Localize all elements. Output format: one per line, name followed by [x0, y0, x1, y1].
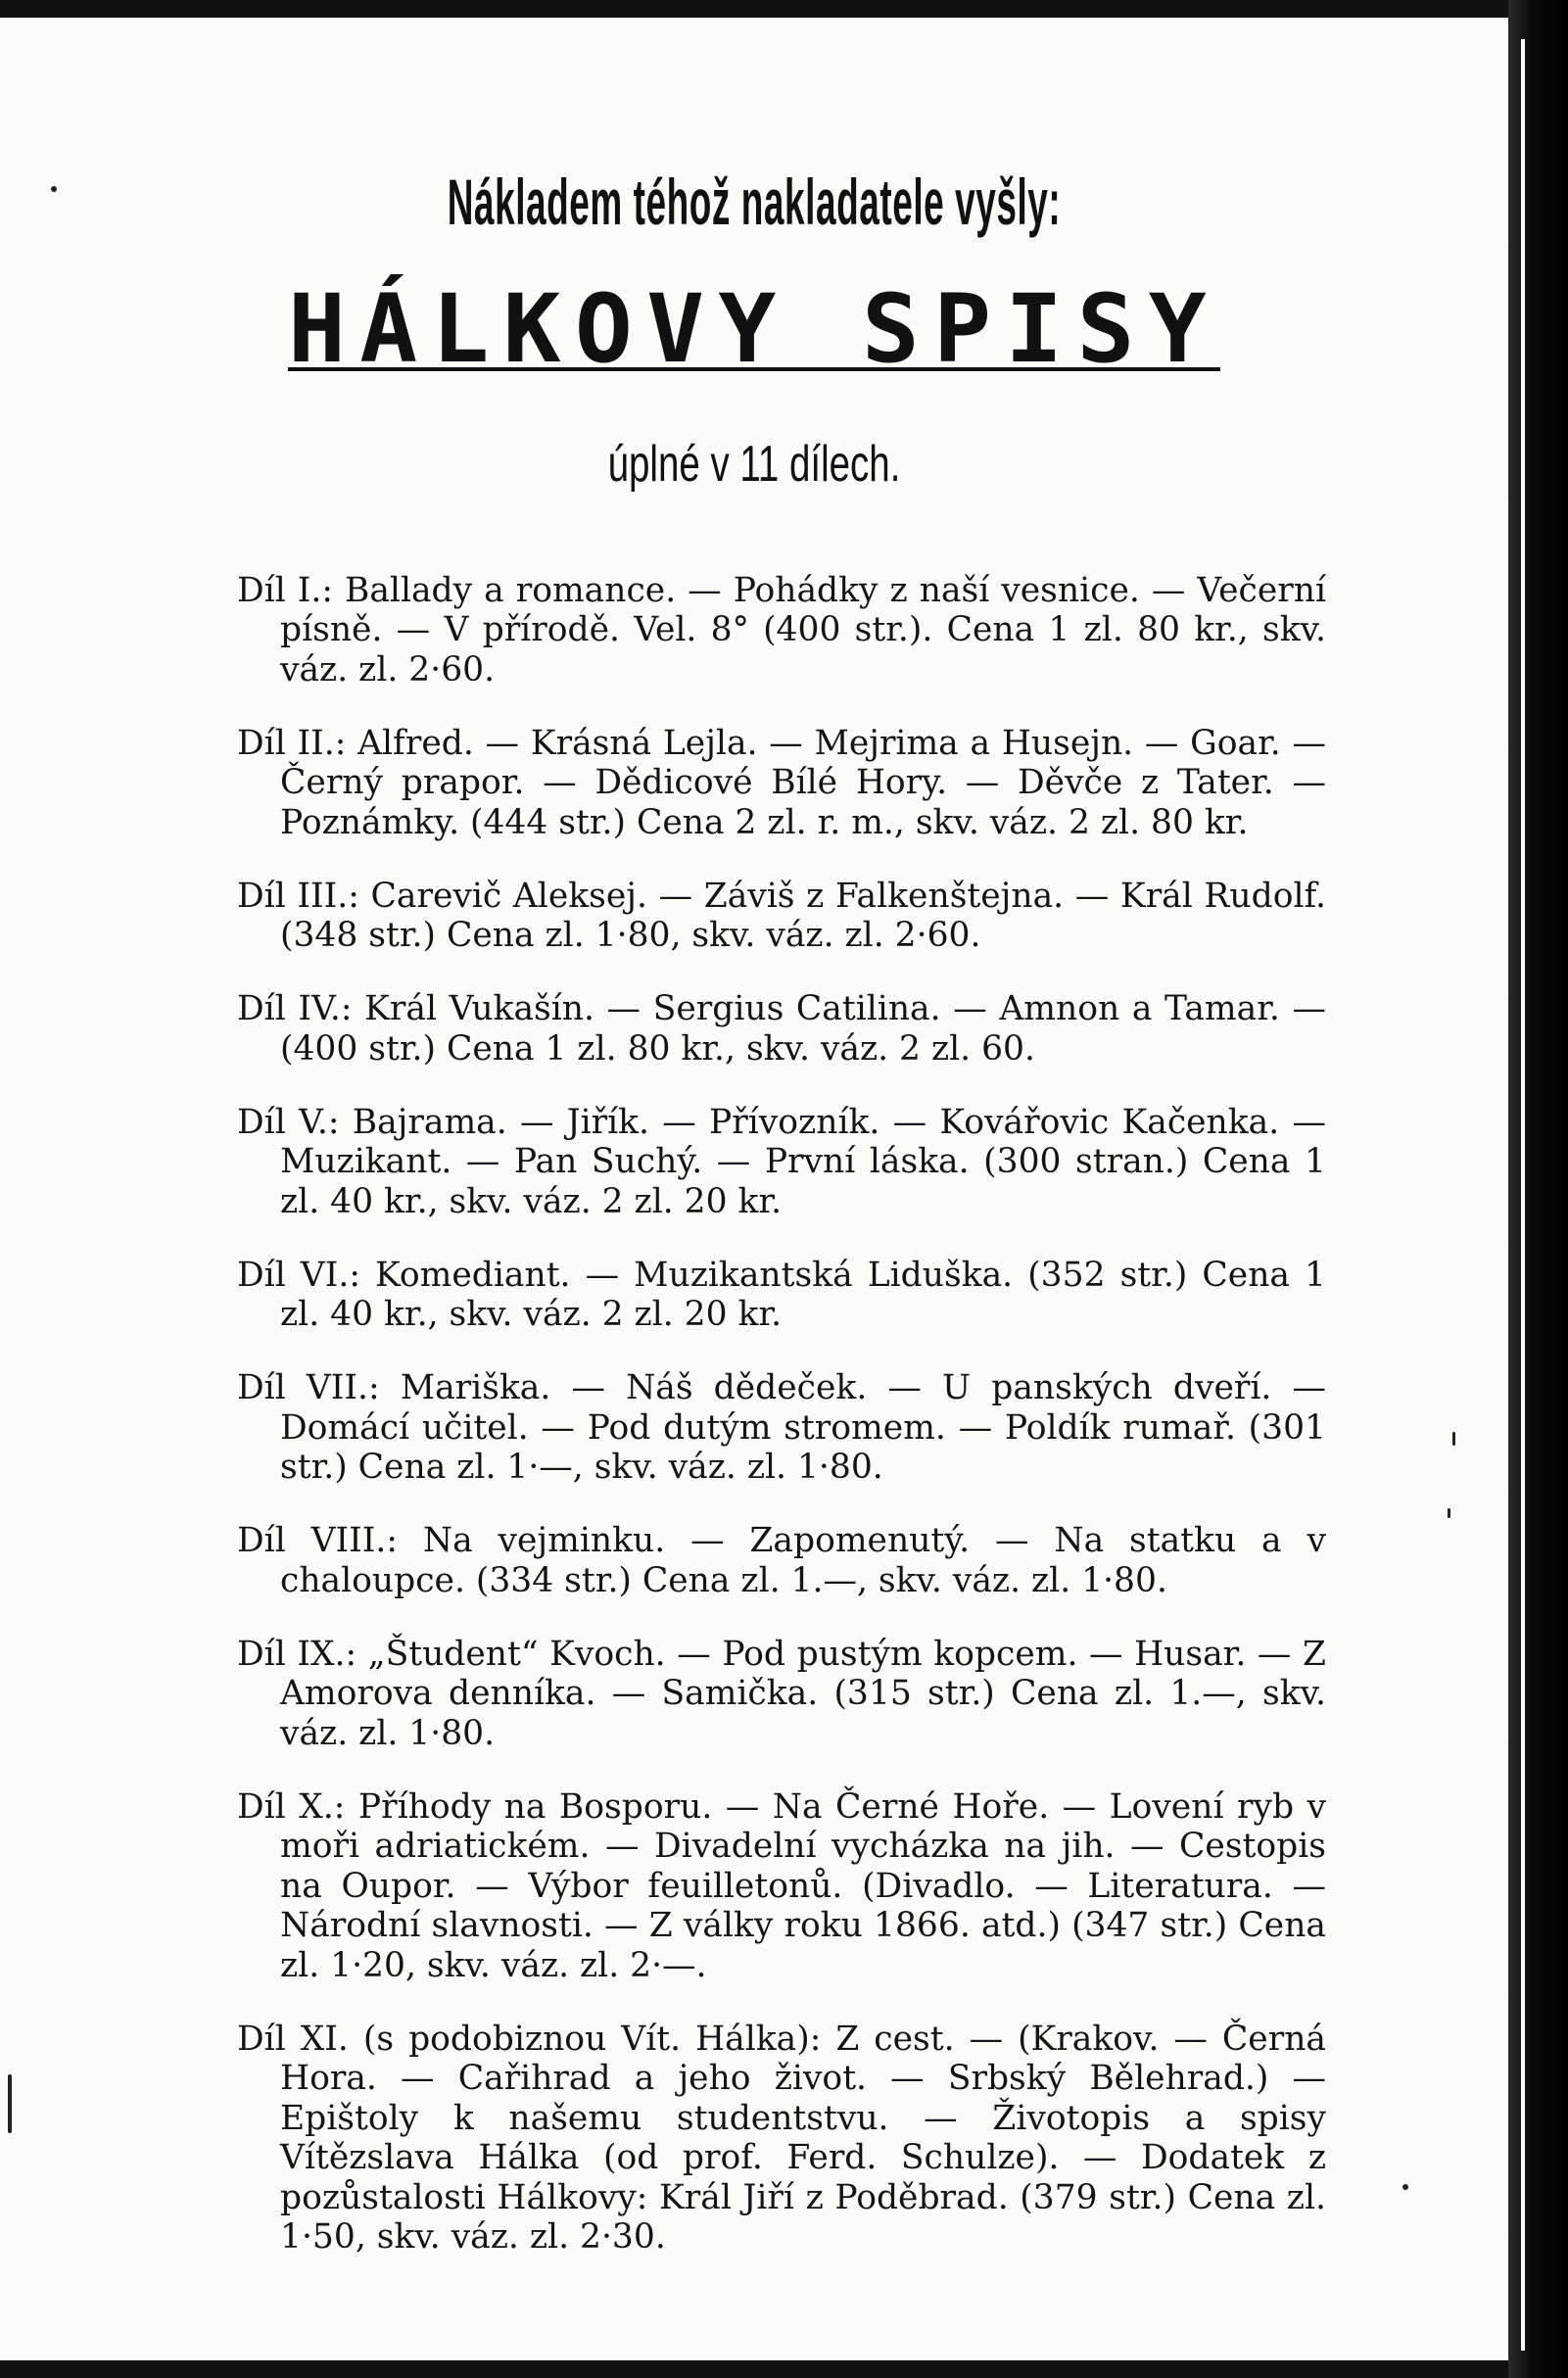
volume-text: Příhody na Bosporu. — Na Černé Hoře. — Lovení ryb v moři adriatickém. — Divadelní vycházka na jih. — Cestopis na Oupor. — Výbor feuilletonů. (Divadlo. — Literatura. — Národní slavnosti. — Z války roku 1866. atd.) (347 str.) Cena zl. 1·20, skv. váz. zl. 2·—.: [280, 1786, 1327, 1985]
publisher-line: Nákladem téhož nakladatele vyšly:: [447, 166, 1062, 238]
volume-label: Díl IX.:: [237, 1634, 357, 1674]
volume-label: Díl IV.:: [237, 989, 353, 1028]
volume-label: Díl X.:: [237, 1786, 346, 1827]
volume-text: Král Vukašín. — Sergius Catilina. — Amnon a Tamar. — (400 str.) Cena 1 zl. 80 kr., skv. váz. 2 zl. 60.: [280, 989, 1326, 1069]
subtitle: úplné v 11 dílech.: [607, 436, 901, 493]
volume-text: Bajrama. — Jiřík. — Přívozník. — Kovářovic Kačenka. — Muzikant. — Pan Suchý. — První láska. (300 stran.) Cena 1 zl. 40 kr., skv. váz. 2 zl. 20 kr.: [280, 1102, 1326, 1221]
volume-list: [237, 537, 1326, 2268]
volume-label: Díl VII.:: [237, 1368, 380, 1407]
print-speck: [1452, 1432, 1455, 1446]
print-speck: [51, 186, 57, 192]
volume-label: Díl VI.:: [237, 1255, 360, 1295]
print-speck: [1448, 1508, 1450, 1518]
volume-label: Díl III.:: [237, 876, 359, 916]
volume-entry: [237, 1635, 1326, 1754]
volume-label: Díl XI.: [237, 2019, 349, 2059]
volume-text: Alfred. — Krásná Lejla. — Mejrima a Husejn. — Goar. — Černý prapor. — Dědicové Bílé Hory. — Děvče z Tater. — Poznámky. (444 str.) Cena 2 zl. r. m., skv. váz. 2 zl. 80 kr.: [280, 723, 1326, 842]
volume-text: Na vejminku. — Zapomenutý. — Na statku a v chaloupce. (334 str.) Cena zl. 1.—, skv. váz. zl. 1·80.: [280, 1521, 1326, 1600]
page-edge: [1508, 0, 1568, 2378]
volume-entry: [237, 1368, 1326, 1488]
volume-entry: [237, 1787, 1326, 1986]
volume-text: „Študent“ Kvoch. — Pod pustým kopcem. — Husar. — Z Amorova denníka. — Samička. (315 str.) Cena zl. 1.—, skv. váz. zl. 1·80.: [280, 1634, 1326, 1753]
volume-label: Díl V.:: [237, 1102, 340, 1142]
volume-entry: [237, 2020, 1326, 2258]
volume-entry: [237, 989, 1326, 1069]
volume-label: Díl VIII.:: [237, 1521, 398, 1560]
volume-label: Díl II.:: [237, 723, 347, 763]
volume-entry: [237, 724, 1326, 843]
volume-text: Komediant. — Muzikantská Liduška. (352 str.) Cena 1 zl. 40 kr., skv. váz. 2 zl. 20 kr.: [280, 1255, 1327, 1334]
volume-text: (s podobiznou Vít. Hálka): Z cest. — (Krakov. — Černá Hora. — Cařihrad a jeho život. — Srbský Bělehrad.) — Epištoly k našemu studentstvu. — Životopis a spisy Vítězslava Hálka (od prof. Ferd. Schulze). — Dodatek z pozůstalosti Hálkovy: Král Jiří z Poděbrad. (379 str.) Cena zl. 1·50, skv. váz. zl. 2·30.: [280, 2019, 1327, 2257]
print-speck: [1402, 2184, 1408, 2190]
volume-entry: [237, 1521, 1326, 1600]
volume-text: Ballady a romance. — Pohádky z naší vesnice. — Večerní písně. — V přírodě. Vel. 8° (400 str.). Cena 1 zl. 80 kr., skv. váz. zl. 2·60.: [280, 570, 1327, 690]
main-title: HÁLKOVY SPISY: [287, 274, 1221, 384]
volume-entry: [237, 571, 1326, 690]
volume-label: Díl I.:: [237, 570, 333, 610]
volume-entry: [237, 1103, 1326, 1222]
print-speck: [8, 2074, 12, 2133]
document-page: [0, 18, 1508, 2360]
volume-entry: [237, 1256, 1326, 1335]
page-edge-highlight: [1521, 39, 1525, 2351]
volume-text: Mariška. — Náš dědeček. — U panských dveří. — Domácí učitel. — Pod dutým stromem. — Poldík rumař. (301 str.) Cena zl. 1·—, skv. váz. zl. 1·80.: [280, 1368, 1327, 1487]
volume-entry: [237, 877, 1326, 956]
volume-text: Carevič Aleksej. — Záviš z Falkenštejna. — Král Rudolf. (348 str.) Cena zl. 1·80, skv. váz. zl. 2·60.: [280, 876, 1327, 955]
